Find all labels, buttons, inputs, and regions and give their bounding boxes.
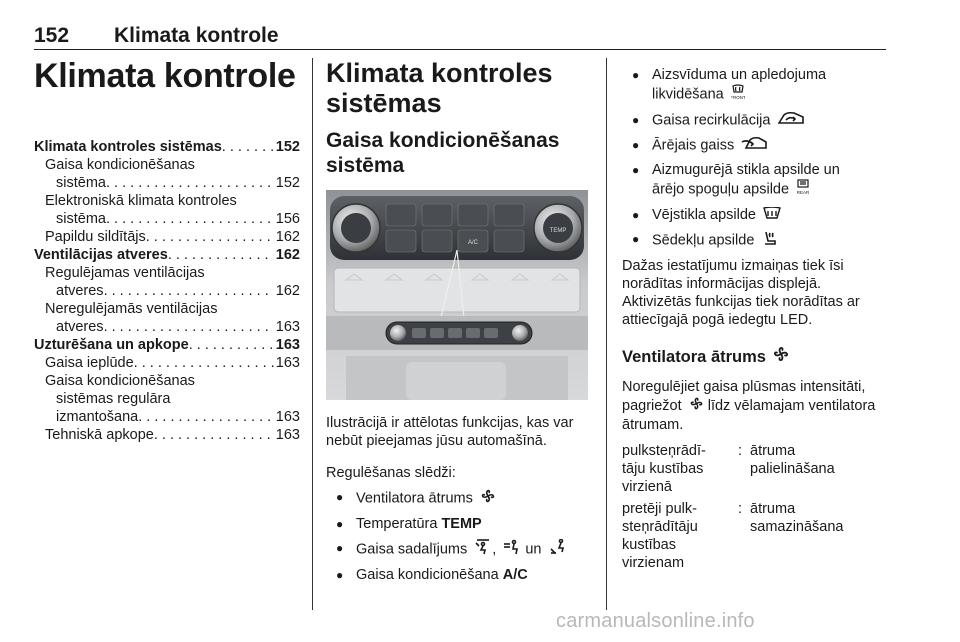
- toc-entry: Neregulējamās ventilācijas atveres . . . 163: [34, 300, 300, 336]
- page-number: 152: [34, 24, 70, 47]
- toc-entry: Gaisa kondicionēšanas sistēmas regulāra izmantošana . . . 163: [34, 372, 300, 426]
- list-item: ● Ventilatora ātrums: [326, 488, 592, 509]
- list-item: ● Temperatūra TEMP: [326, 515, 592, 533]
- rotation-definitions: [622, 442, 892, 572]
- toc-entry: Klimata kontroles sistēmas . . . 152: [34, 138, 300, 156]
- functions-list: [622, 66, 892, 251]
- air-distribution-face-icon: [503, 539, 521, 560]
- switches-intro: Regulēšanas slēdži:: [326, 465, 456, 481]
- watermark: carmanualsonline.info: [556, 610, 755, 632]
- list-item: ● Ārējais gaiss: [622, 136, 892, 155]
- fan-icon: [480, 488, 496, 509]
- toc-entry: Gaisa kondicionēšanas sistēma . . . 152: [34, 156, 300, 192]
- list-item: ● Vējstikla apsilde: [622, 206, 892, 224]
- svg-text:TEMP: TEMP: [549, 228, 567, 234]
- svg-text:A/C: A/C: [467, 240, 479, 246]
- svg-text:FRONT: FRONT: [730, 95, 745, 100]
- panel-svg: [326, 190, 588, 400]
- definition-term: pulksteņrādī- tāju kustības virzienā: [622, 443, 706, 496]
- list-item: ● Gaisa sadalījums , un: [326, 539, 592, 560]
- toc-entry: Tehniskā apkope . . . 163: [34, 426, 300, 444]
- section-title: Klimata kontroles sistēmas: [326, 58, 553, 118]
- list-item: ● Aizmugurējā stikla apsilde un ārējo spoguļu apsilde REAR: [622, 161, 892, 200]
- air-distribution-floor-icon: [549, 539, 567, 560]
- column-divider-2: [606, 58, 607, 610]
- climate-control-panel-illustration: [326, 190, 588, 400]
- toc-entry: Papildu sildītājs . . . 162: [34, 228, 300, 246]
- air-distribution-windscreen-icon: [474, 539, 492, 560]
- column-3: [622, 58, 892, 572]
- illustration-caption: Ilustrācijā ir attēlotas funkcijas, kas var nebūt pieejamas jūsu automašīnā.: [326, 415, 574, 449]
- running-title: Klimata kontrole: [114, 24, 279, 47]
- fan-icon: [689, 396, 704, 416]
- list-item: ● Gaisa kondicionēšana A/C: [326, 566, 592, 584]
- list-item: ● Aizsvīduma un apledojuma likvidēšana FRONT: [622, 66, 892, 105]
- toc-entry: Elektroniskā klimata kontroles sistēma . . . 156: [34, 192, 300, 228]
- rear-defrost-icon: [796, 179, 810, 200]
- definition-separator: :: [738, 501, 743, 518]
- table-of-contents: [34, 138, 300, 444]
- definition-separator: :: [738, 443, 743, 460]
- definition-description: ātruma palielināšana: [750, 443, 835, 478]
- windscreen-heating-icon: [763, 206, 781, 224]
- toc-entry: Uzturēšana un apkope . . . 163: [34, 336, 300, 354]
- fan-speed-heading: Ventilatora ātrums: [622, 345, 892, 368]
- definition-description: ātruma samazināšana: [750, 501, 844, 536]
- definition-term: pretēji pulk- steņrādītāju kustības virzienam: [622, 501, 698, 572]
- column-divider-1: [312, 58, 313, 610]
- subsection-title: Gaisa kondicionēšanas sistēma: [326, 129, 560, 177]
- fan-speed-paragraph: Noregulējiet gaisa plūsmas intensitāti, pagriežot līdz vēlamajam ventilatora ātrumam.: [622, 379, 876, 434]
- info-paragraph: Dažas iestatījumu izmaiņas tiek īsi norādītas informācijas displejā. Aktivizētās funkcijas tiek norādītas ar attiecīgajā pogā iedegtu LED.: [622, 258, 860, 329]
- column-2: [326, 58, 592, 590]
- list-item: ● Sēdekļu apsilde: [622, 230, 892, 251]
- fan-icon: [772, 345, 790, 368]
- toc-entry: Regulējamas ventilācijas atveres . . . 162: [34, 264, 300, 300]
- chapter-title: Klimata kontrole: [34, 57, 296, 95]
- page-header: [34, 20, 886, 50]
- column-1: [34, 58, 300, 444]
- toc-entry: Gaisa ieplūde . . . 163: [34, 354, 300, 372]
- seat-heating-icon: [761, 230, 777, 251]
- recirculation-icon: [778, 111, 804, 130]
- outside-air-icon: [741, 136, 767, 155]
- list-item: ● Gaisa recirkulācija: [622, 111, 892, 130]
- toc-entry: Ventilācijas atveres . . . 162: [34, 246, 300, 264]
- front-defrost-icon: [731, 84, 745, 105]
- control-switches-list: [326, 488, 592, 584]
- svg-text:REAR: REAR: [796, 190, 810, 195]
